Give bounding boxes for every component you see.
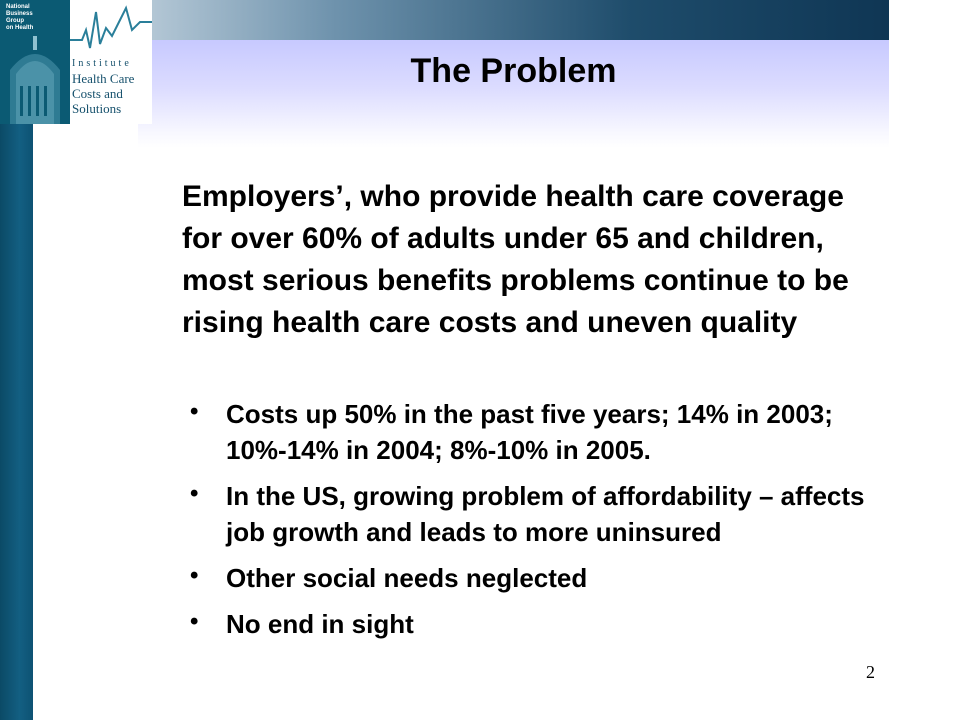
heartbeat-line-icon bbox=[70, 0, 152, 56]
slide-title: The Problem bbox=[410, 52, 617, 90]
bullet-icon: • bbox=[190, 480, 199, 507]
bullet-item bbox=[190, 560, 880, 596]
institute-label: Institute bbox=[72, 58, 132, 69]
bullet-icon: • bbox=[190, 608, 199, 635]
institute-logo bbox=[0, 0, 152, 124]
bullet-text: In the US, growing problem of affordability – affects job growth and leads to more uninsured bbox=[226, 481, 865, 547]
institute-subtitle: Health Care Costs and Solutions bbox=[72, 71, 135, 116]
bullet-item bbox=[190, 478, 880, 550]
page-number: 2 bbox=[866, 662, 875, 682]
bullet-text: No end in sight bbox=[226, 609, 414, 639]
bullet-item bbox=[190, 606, 880, 642]
bullet-list bbox=[190, 396, 880, 652]
bullet-item bbox=[190, 396, 880, 468]
bullet-text: Costs up 50% in the past five years; 14% in 2003; 10%-14% in 2004; 8%-10% in 2005. bbox=[226, 399, 833, 465]
capitol-dome-icon bbox=[0, 0, 70, 124]
bullet-icon: • bbox=[190, 562, 199, 589]
main-statement: Employers’, who provide health care coverage for over 60% of adults under 65 and children, most serious benefits problems continue to be rising health care costs and uneven quality bbox=[182, 180, 849, 339]
org-name-label: National Business Group on Health bbox=[6, 4, 34, 31]
bullet-icon: • bbox=[190, 398, 199, 425]
bullet-text: Other social needs neglected bbox=[226, 563, 588, 593]
top-header-bar bbox=[33, 0, 889, 40]
